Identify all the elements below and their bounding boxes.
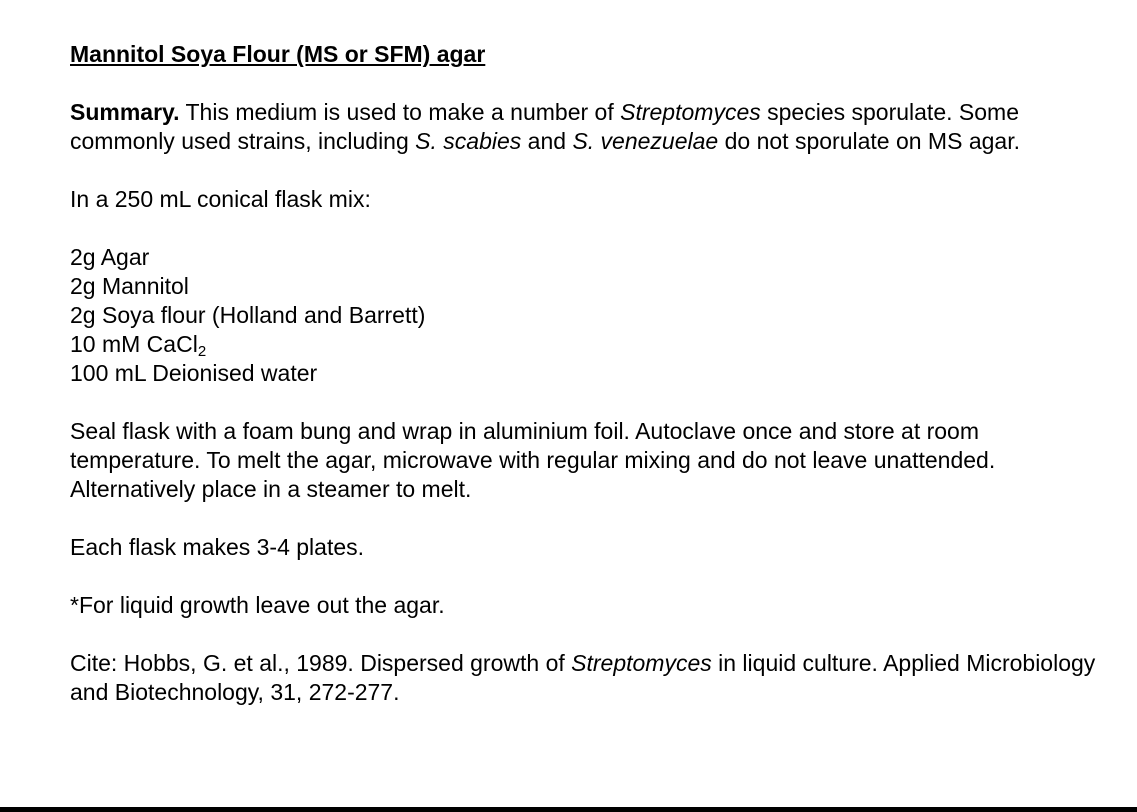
summary-genus-italic: Streptomyces: [620, 99, 761, 125]
yield-paragraph: Each flask makes 3-4 plates.: [70, 534, 365, 560]
ingredient-water: 100 mL Deionised water: [70, 360, 318, 386]
ingredient-mannitol: 2g Mannitol: [70, 273, 189, 299]
summary-text-3: and: [521, 128, 573, 154]
ingredient-cacl2: [70, 330, 1110, 359]
summary-species-venezuelae: S. venezuelae: [572, 128, 719, 154]
instructions-paragraph: Seal flask with a foam bung and wrap in aluminium foil. Autoclave once and store at room temperature. To melt the agar, microwave with regular mixing and do not leave unattended. Alternatively place in a steamer to melt.: [70, 418, 996, 502]
summary-paragraph: [70, 98, 1110, 156]
ingredient-cacl2-text: 10 mM CaCl: [70, 331, 198, 357]
ingredient-list: [70, 243, 1110, 388]
summary-text-2: species sporulate. Some commonly used strains, including: [70, 99, 1019, 154]
summary-text-4: do not sporulate on MS agar.: [718, 128, 1020, 154]
citation-text-2: in liquid culture. Applied Microbiology and Biotechnology, 31, 272-277.: [70, 650, 1096, 705]
document-title: Mannitol Soya Flour (MS or SFM) agar: [70, 41, 486, 67]
ingredient-soya-flour: 2g Soya flour (Holland and Barrett): [70, 302, 426, 328]
note-paragraph: *For liquid growth leave out the agar.: [70, 592, 445, 618]
page-bottom-border: [0, 807, 1137, 812]
document-page: [70, 40, 1110, 736]
summary-species-scabies: S. scabies: [415, 128, 522, 154]
citation-text-1: Cite: Hobbs, G. et al., 1989. Dispersed growth of: [70, 650, 572, 676]
citation-genus-italic: Streptomyces: [571, 650, 712, 676]
summary-text-1: This medium is used to make a number of: [179, 99, 621, 125]
ingredient-agar: 2g Agar: [70, 244, 150, 270]
ingredient-cacl2-subscript: 2: [197, 343, 207, 360]
intro-paragraph: In a 250 mL conical flask mix:: [70, 186, 371, 212]
citation-paragraph: [70, 649, 1110, 707]
summary-label: Summary.: [70, 99, 180, 125]
